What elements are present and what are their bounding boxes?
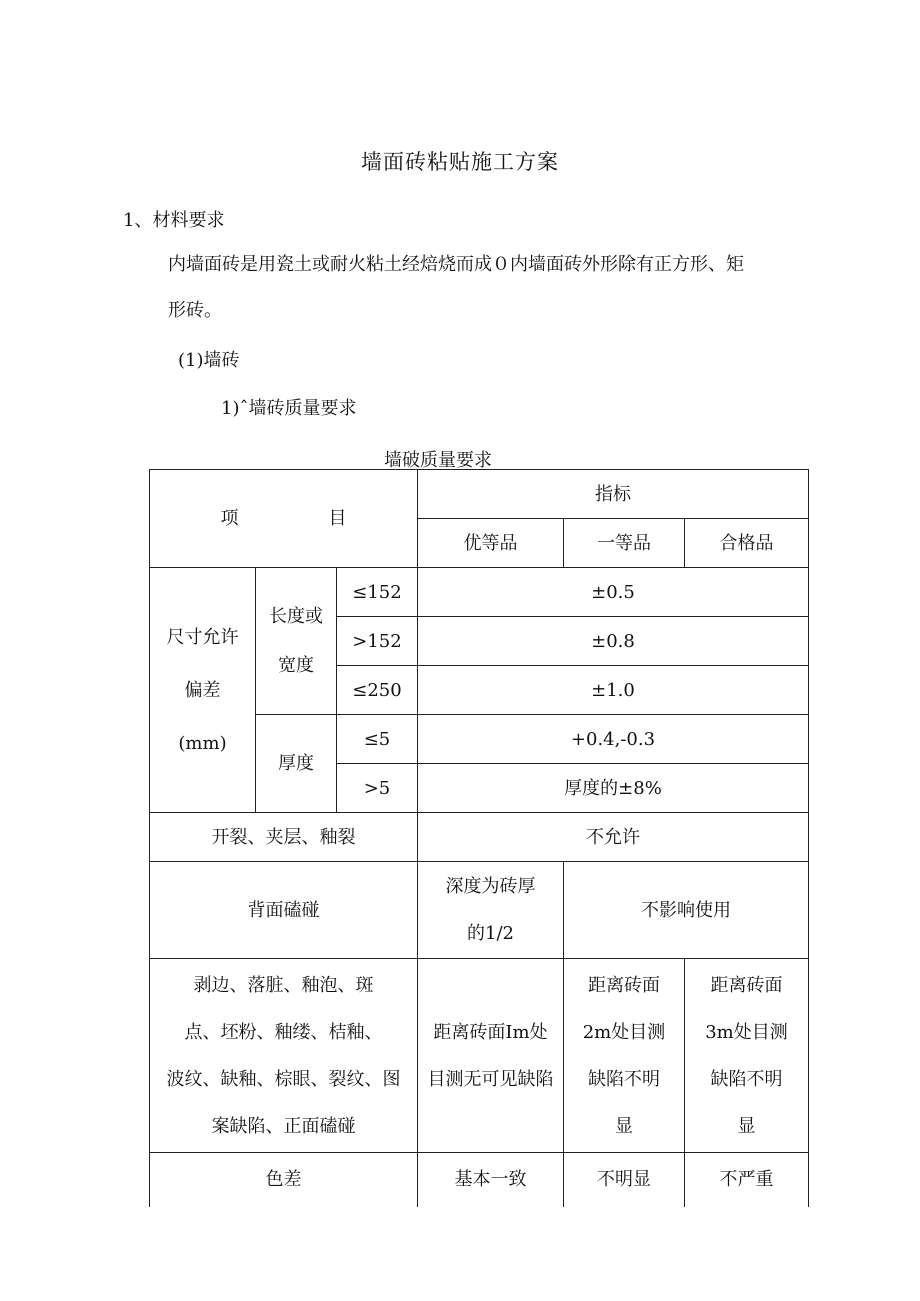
defects-label-line3: 波纹、缺釉、棕眼、裂纹、图 [166,1068,401,1090]
length-width-label [256,568,337,715]
color-diff-label: 色差 [150,1153,418,1207]
value-cell: ±0.8 [418,617,809,666]
color-diff-premium: 基本一致 [418,1153,564,1207]
defects-premium-line2: 目测无可见缺陷 [427,1068,554,1090]
header-item [150,470,418,568]
defects-qualified [685,959,809,1153]
section-heading-materials: 1、材料要求 [123,210,225,231]
color-diff-first: 不明显 [564,1153,685,1207]
length-width-line1: 长度或 [269,606,323,627]
defects-premium-line1: 距离砖面Im处 [433,1021,548,1043]
table-caption: 墙破质量要求 [384,450,492,471]
value-cell: 厚度的±8% [418,764,809,813]
table-row [150,959,809,1153]
defects-qualified-line1: 距离砖面 [710,974,783,996]
header-grade-first: 一等品 [564,519,685,568]
back-bumps-premium [418,862,564,959]
paragraph-line-2: 形砖。 [168,300,222,321]
back-bumps-premium-line2: 的1/2 [467,923,514,944]
dimension-label-line1: 尺寸允许 [166,626,239,648]
paragraph-line-1: 内墙面砖是用瓷土或耐火粘土经焙烧而成０内墙面砖外形除有正方形、矩 [168,254,744,275]
spec-cell: ≤5 [337,715,418,764]
defects-label-line1: 剥边、落脏、釉泡、斑 [193,974,374,996]
subheading-wall-tile: (1)墙砖 [178,350,240,371]
defects-label [150,959,418,1153]
length-width-line2: 宽度 [278,655,314,676]
document-title: 墙面砖粘贴施工方案 [361,150,559,174]
dimension-group-label [150,568,256,813]
table-row [150,1153,809,1207]
spec-cell: ≤152 [337,568,418,617]
header-indicator-label: 指标 [595,483,631,505]
back-bumps-premium-line1: 深度为砖厚 [445,876,536,897]
header-grade-qualified: 合格品 [685,519,809,568]
table-row [150,862,809,959]
back-bumps-other: 不影响使用 [564,862,809,959]
defects-first [564,959,685,1153]
table-row [150,568,809,617]
defects-qualified-line2: 3m处目测 [705,1021,788,1043]
defects-qualified-line3: 缺陷不明 [710,1068,783,1090]
dimension-label-line3: (mm) [178,732,227,754]
value-cell: +0.4,-0.3 [418,715,809,764]
defects-premium [418,959,564,1153]
table-row [150,813,809,862]
defects-first-line1: 距离砖面 [588,974,660,996]
thickness-label: 厚度 [256,715,337,813]
defects-label-line2: 点、坯粉、釉缕、桔釉、 [184,1021,383,1043]
color-diff-qualified: 不严重 [685,1153,809,1207]
spec-cell: >152 [337,617,418,666]
cracking-label: 开裂、夹层、釉裂 [150,813,418,862]
table-header-row [150,470,809,519]
header-grade-premium: 优等品 [418,519,564,568]
defects-qualified-line4: 显 [737,1115,756,1137]
dimension-label-line2: 偏差 [184,679,221,701]
defects-first-line4: 显 [615,1115,633,1137]
subheading-quality-requirements: 1)ˆ墙砖质量要求 [221,398,357,419]
spec-cell: ≤250 [337,666,418,715]
spec-cell: >5 [337,764,418,813]
header-item-label: 项 目 [220,508,347,529]
quality-requirements-table [149,469,809,1207]
defects-first-line2: 2m处目测 [582,1021,666,1043]
value-cell: ±0.5 [418,568,809,617]
value-cell: ±1.0 [418,666,809,715]
cracking-value: 不允许 [418,813,809,862]
defects-first-line3: 缺陷不明 [588,1068,660,1090]
header-indicator [418,470,809,519]
back-bumps-label: 背面磕碰 [150,862,418,959]
defects-label-line4: 案缺陷、正面磕碰 [211,1115,356,1137]
